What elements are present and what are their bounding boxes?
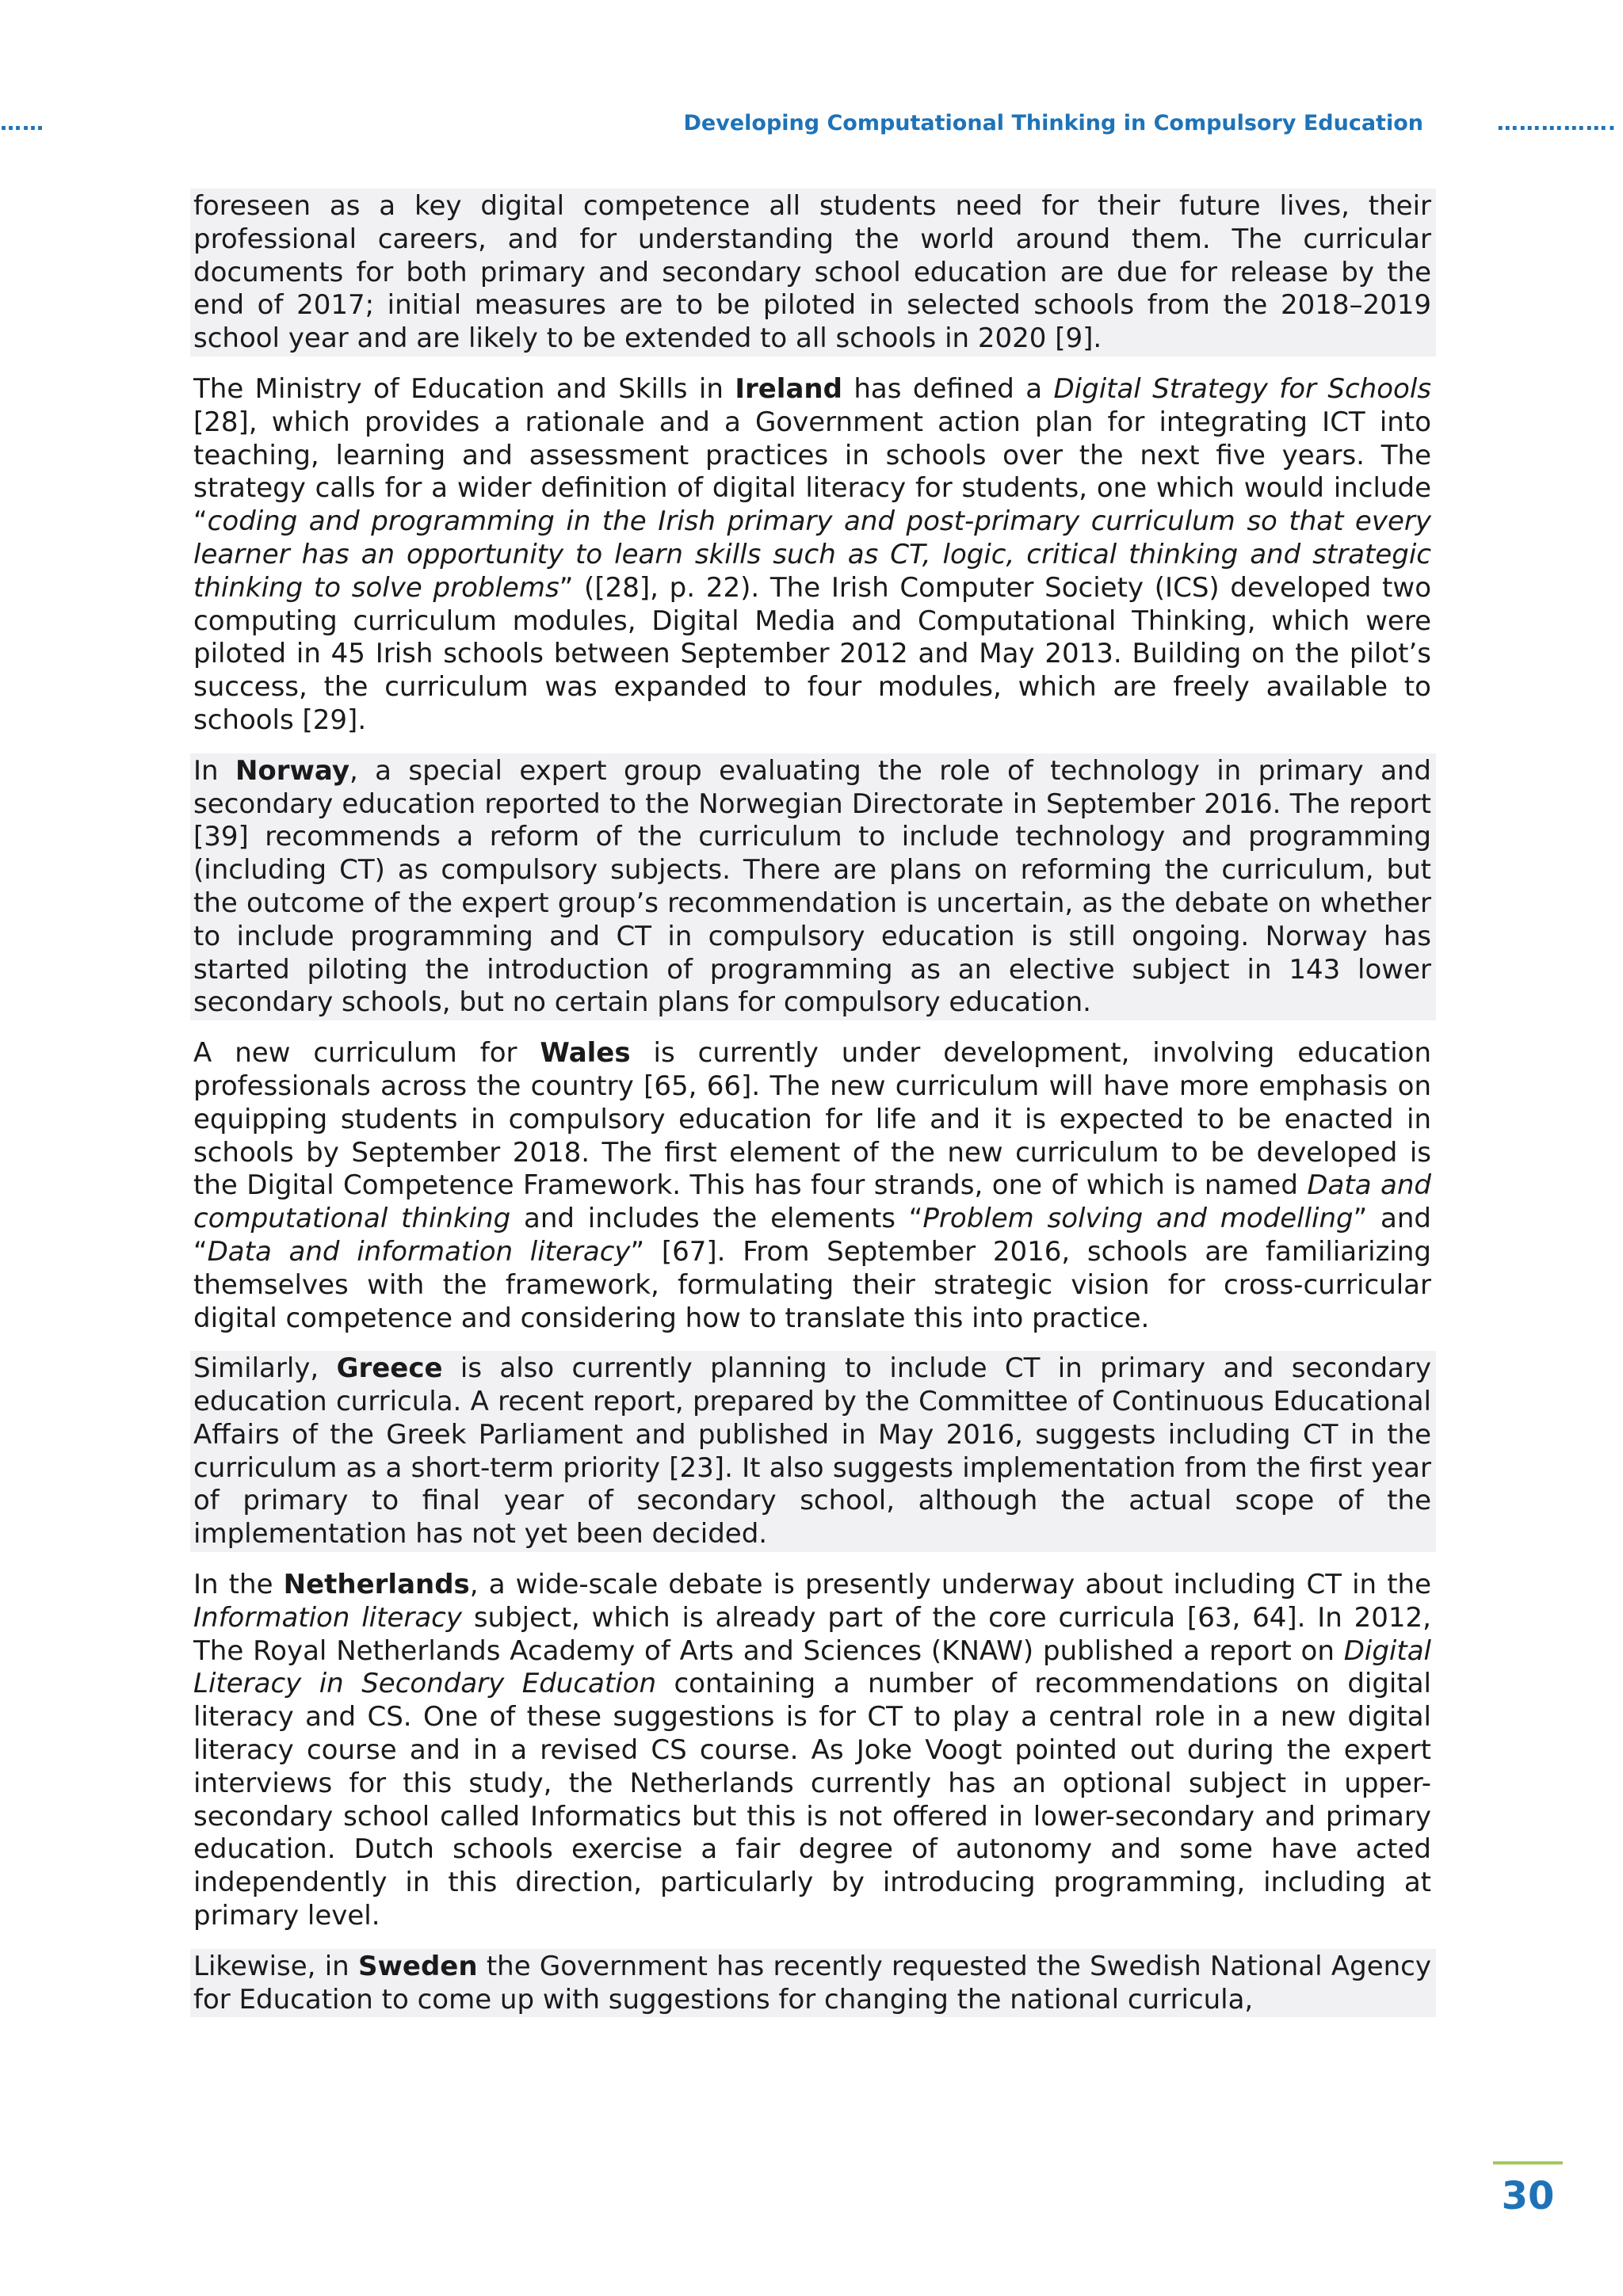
paragraph-ireland xyxy=(190,372,1436,738)
text-run: is currently under development, involving education professionals across the country [65, 66]. The new curriculum will have more emphasis on equipping students in compulsory education for life and it is expected to be enacted in schools by September 2018. The first element of the new curriculum to be developed is the Digital Competence Framework. This has four strands, one of which is named xyxy=(193,1037,1432,1202)
header-title: Developing Computational Thinking in Compulsory Education xyxy=(683,111,1423,135)
country-name-greece: Greece xyxy=(336,1352,443,1385)
text-run: The Ministry of Education and Skills in xyxy=(193,372,735,405)
text-run: Likewise, in xyxy=(193,1950,358,1982)
italic-element-name: Data and information literacy xyxy=(207,1235,631,1268)
country-name-sweden: Sweden xyxy=(358,1950,478,1982)
text-run: ” [67]. From September 2016, schools are familiarizing themselves with the framework, formulating their strategic vision for cross-curricular digital competence and considering how to translate this into practice. xyxy=(193,1235,1431,1334)
text-run: subject, which is already part of the core curricula [63, 64]. In 2012, The Royal Netherlands Academy of Arts and Sciences (KNAW) published a report on xyxy=(193,1601,1431,1667)
paragraph-text: foreseen as a key digital competence all students need for their future lives, their professional careers, and for understanding the world around them. The curricular documents for both primary and secondary school education are due for release by the end of 2017; initial measures are to be piloted in selected schools from the 2018–2019 school year and are likely to be extended to all schools in 2020 [9]. xyxy=(193,190,1431,355)
italic-element-name: Problem solving and modelling xyxy=(922,1203,1354,1235)
italic-subject-name: Information literacy xyxy=(193,1601,462,1634)
paragraph-intro-continued xyxy=(190,189,1436,357)
text-run: containing a number of recommendations on digital literacy and CS. One of these suggestions is for CT to play a central role in a new digital literacy course and in a revised CS course. As Joke Voogt pointed out during the expert interviews for this study, the Netherlands currently has an optional subject in upper-secondary school called Informatics but this is not offered in lower-secondary and primary education. Dutch schools exercise a fair degree of autonomy and some have acted independently in this direction, particularly by introducing programming, including at primary level. xyxy=(193,1668,1431,1932)
text-run: is also currently planning to include CT in primary and secondary education curricula. A recent report, prepared by the Committee of Continuous Educational Affairs of the Greek Parliament and published in May 2016, suggests including CT in the curriculum as a short-term priority [23]. It also suggests implementation from the first year of primary to final year of secondary school, although the actual scope of the implementation has not yet been decided. xyxy=(193,1352,1431,1550)
italic-title: Digital Strategy for Schools xyxy=(1053,372,1431,405)
text-run: In the xyxy=(193,1569,284,1601)
header-dots-right: ……………. xyxy=(1496,111,1617,135)
paragraph-wales xyxy=(190,1035,1436,1336)
header-dots-left: …… xyxy=(0,111,44,135)
text-run: , a wide-scale debate is presently underway about including CT in the xyxy=(469,1569,1432,1601)
paragraph-norway xyxy=(190,753,1436,1020)
text-run: [28], which provides a rationale and a Government action plan for integrating ICT into teaching, learning and assessment practices in schools over the next five years. The strategy calls for a wider definition of digital literacy for students, one which would include “ xyxy=(193,406,1431,538)
text-run: , a special expert group evaluating the role of technology in primary and secondary education reported to the Norwegian Directorate in September 2016. The report [39] recommends a reform of the curriculum to include technology and programming (including CT) as compulsory subjects. There are plans on reforming the curriculum, but the outcome of the expert group’s recommendation is uncertain, as the debate on whether to include programming and CT in compulsory education is still ongoing. Norway has started piloting the introduction of programming as an elective subject in 143 lower secondary schools, but no certain plans for compulsory education. xyxy=(193,754,1431,1019)
italic-report-title: Digital Literacy in Secondary Education xyxy=(193,1634,1431,1700)
paragraph-netherlands xyxy=(190,1567,1436,1934)
running-header xyxy=(0,111,1623,143)
country-name-wales: Wales xyxy=(540,1037,631,1070)
italic-strand-name: Data and computational thinking xyxy=(193,1169,1431,1235)
italic-quote: coding and programming in the Irish primary and post-primary curriculum so that every learner has an opportunity to learn skills such as CT, logic, critical thinking and strategic thinking to solve problems xyxy=(193,505,1431,604)
text-run: the Government has recently requested the Swedish National Agency for Education to come up with suggestions for changing the national curricula, xyxy=(193,1950,1431,2016)
country-name-netherlands: Netherlands xyxy=(283,1569,470,1601)
text-run: In xyxy=(193,754,235,787)
country-name-ireland: Ireland xyxy=(735,372,842,405)
body-text xyxy=(190,189,1436,2032)
text-run: ” ([28], p. 22). The Irish Computer Society (ICS) developed two computing curriculum modules, Digital Media and Computational Thinking, which were piloted in 45 Irish schools between September 2012 and May 2013. Building on the pilot’s success, the curriculum was expanded to four modules, which are freely available to schools [29]. xyxy=(193,571,1431,736)
paragraph-sweden xyxy=(190,1949,1436,2018)
text-run: Similarly, xyxy=(193,1352,337,1385)
text-run: A new curriculum for xyxy=(193,1037,540,1070)
text-run: ” and “ xyxy=(193,1203,1432,1268)
text-run: and includes the elements “ xyxy=(510,1203,923,1235)
text-run: has defined a xyxy=(842,372,1054,405)
country-name-norway: Norway xyxy=(235,754,349,787)
paragraph-greece xyxy=(190,1351,1436,1552)
page-number: 30 xyxy=(1501,2174,1555,2218)
page-number-rule xyxy=(1493,2161,1563,2164)
